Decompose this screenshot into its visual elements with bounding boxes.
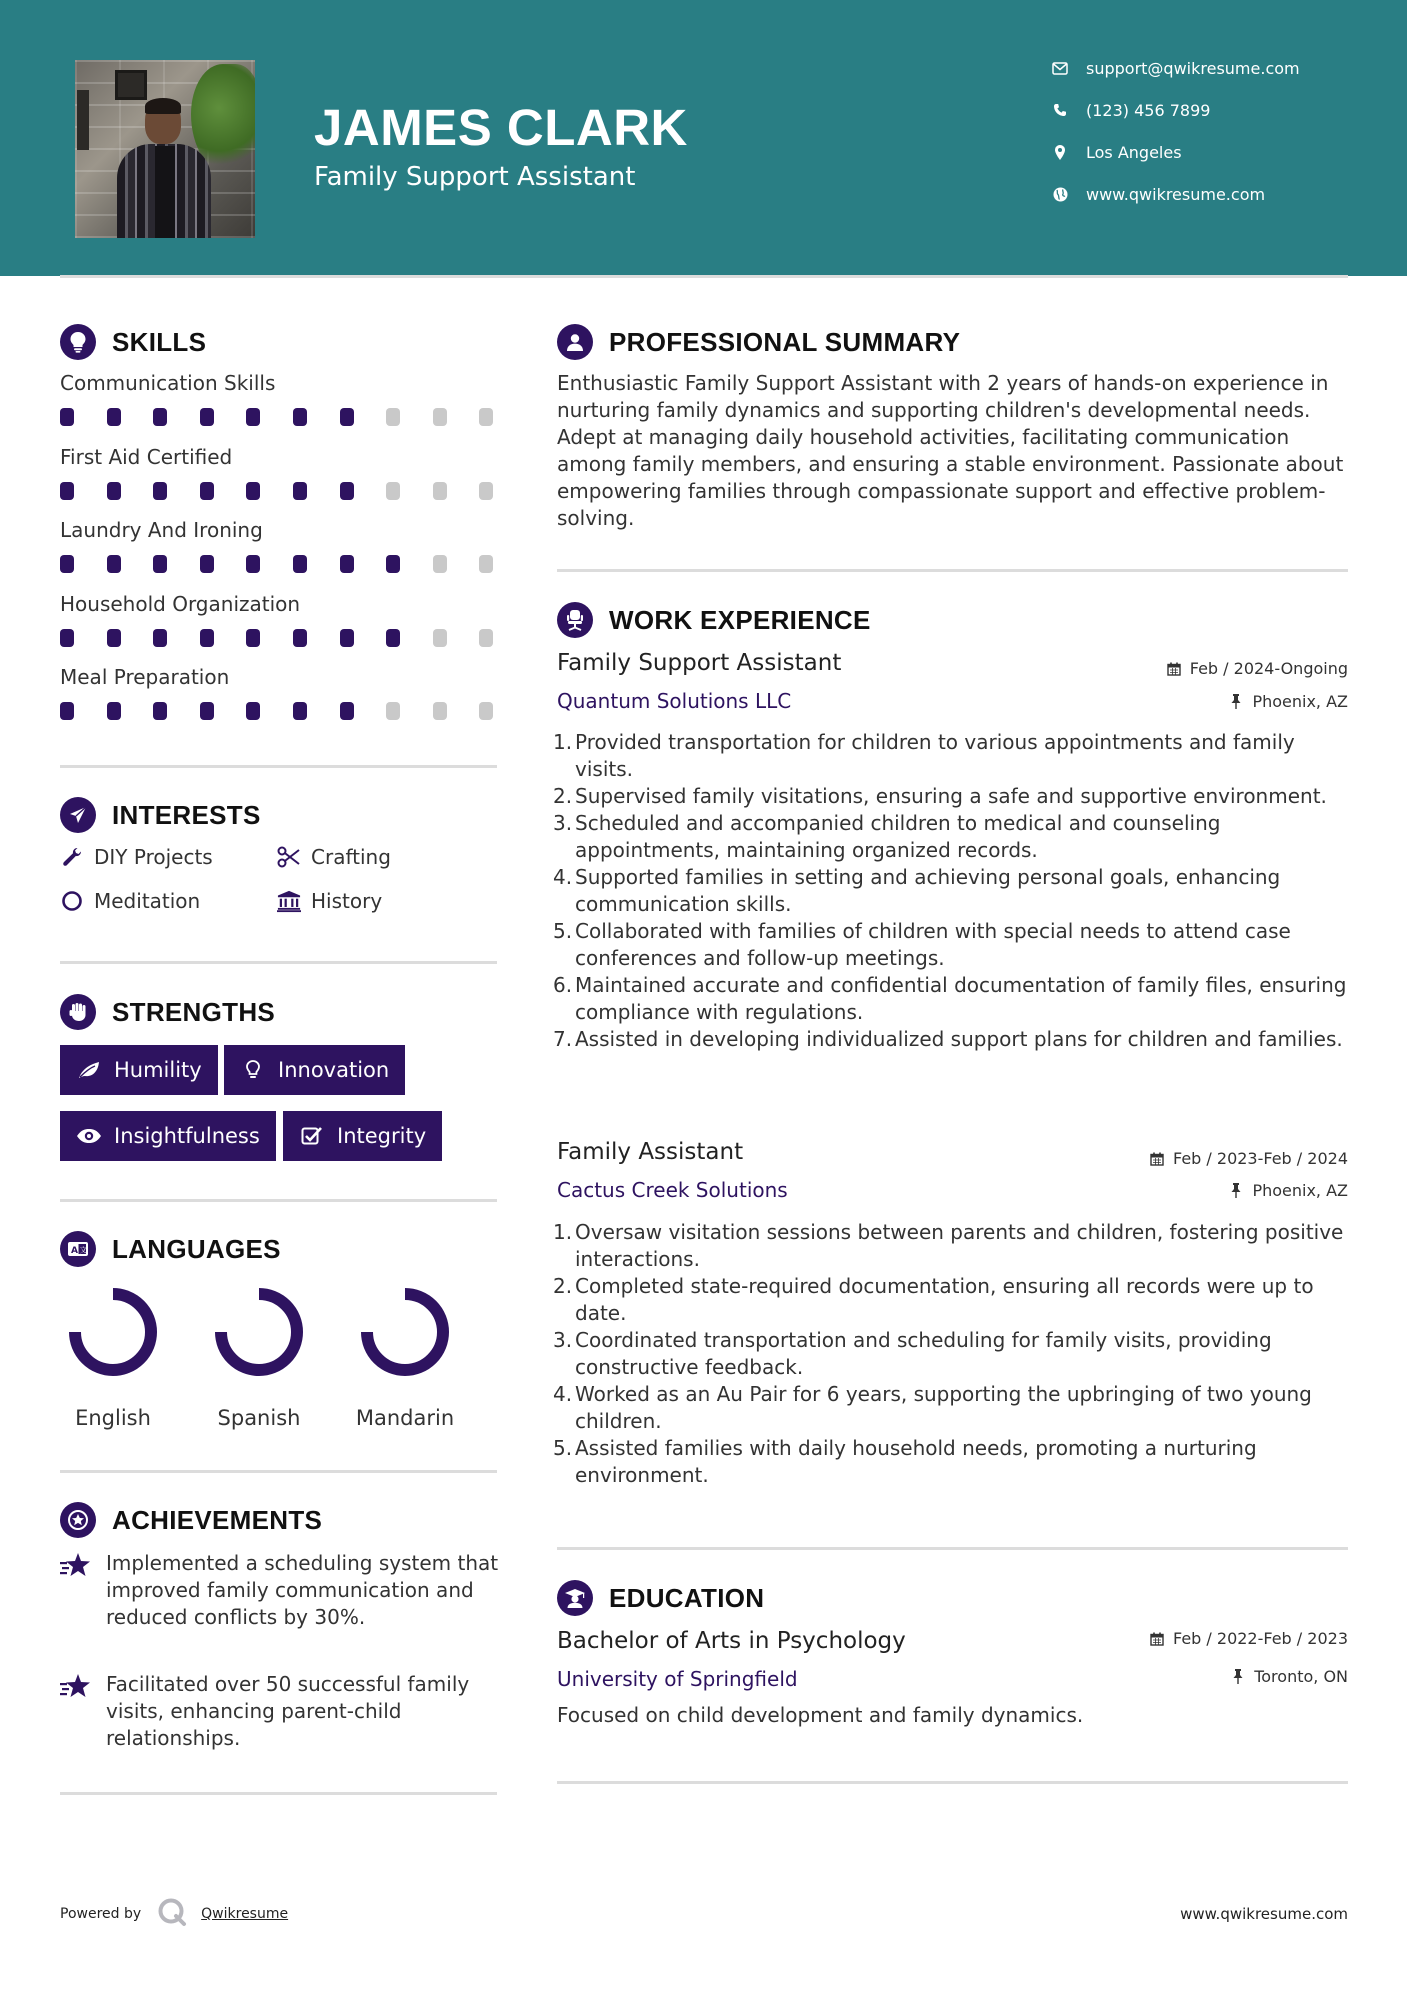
interest-item <box>60 845 213 869</box>
skill-dot-filled <box>60 482 74 500</box>
job-dates-text: Feb / 2024-Ongoing <box>1189 659 1348 678</box>
skill-dot-filled <box>60 555 74 573</box>
language-name: Mandarin <box>355 1406 455 1430</box>
svg-text:A: A <box>71 1246 78 1256</box>
phone-icon <box>1050 100 1070 120</box>
check-square-icon <box>299 1125 325 1147</box>
skill-dot-filled <box>107 482 121 500</box>
profile-photo <box>75 60 255 238</box>
interest-item <box>277 845 391 869</box>
skill-name: Laundry And Ironing <box>60 518 263 542</box>
list-number: 5. <box>553 919 573 943</box>
responsibility-item <box>553 1381 1357 1435</box>
pushpin-icon <box>1229 694 1243 709</box>
strength-tag <box>60 1045 218 1095</box>
skill-dot-filled <box>340 482 354 500</box>
list-number: 1. <box>553 730 573 754</box>
responsibility-text: Completed state-required documentation, ensuring all records were up to date. <box>575 1274 1314 1325</box>
skill-dot-filled <box>340 408 354 426</box>
list-number: 4. <box>553 1382 573 1406</box>
achievement-item <box>60 1550 500 1631</box>
skill-dot-filled <box>246 629 260 647</box>
list-number: 3. <box>553 1328 573 1352</box>
responsibility-item <box>553 972 1357 1026</box>
skill-dot-filled <box>340 555 354 573</box>
responsibility-item <box>553 918 1357 972</box>
star-icon <box>60 1673 92 1699</box>
language-level-ring <box>357 1284 453 1380</box>
summary-heading: PROFESSIONAL SUMMARY <box>609 326 961 357</box>
paper-plane-icon <box>60 797 96 833</box>
languages-section <box>60 1231 281 1267</box>
responsibility-item <box>553 1435 1357 1489</box>
interest-label: History <box>311 889 383 913</box>
resume-header <box>0 0 1407 276</box>
list-number: 4. <box>553 865 573 889</box>
achievements-section <box>60 1502 322 1538</box>
skill-level-meter <box>60 408 526 426</box>
responsibility-text: Assisted in developing individualized support plans for children and families. <box>575 1027 1343 1051</box>
job-dates-text: Feb / 2023-Feb / 2024 <box>1173 1149 1348 1168</box>
envelope-icon <box>1050 58 1070 78</box>
strengths-heading: STRENGTHS <box>112 996 276 1027</box>
interests-section <box>60 797 261 833</box>
language-level-ring <box>65 1284 161 1380</box>
languages-heading: LANGUAGES <box>112 1233 281 1264</box>
footer-website[interactable]: www.qwikresume.com <box>1180 1905 1348 1923</box>
qwikresume-link[interactable]: Qwikresume <box>201 1906 289 1922</box>
contact-website[interactable] <box>1050 184 1265 204</box>
skill-name: Household Organization <box>60 591 301 616</box>
skill-dot-filled <box>107 629 121 647</box>
job-location <box>1229 692 1348 711</box>
skill-dot-filled <box>60 702 74 720</box>
summary-text: Enthusiastic Family Support Assistant with 2 years of hands-on experience in nurturing family dynamics and supporting children's developmental needs. Adept at managing daily household activities, facilitating communication among family members, and ensuring a stable environment. Passionate about empowering families through compassionate support and effective problem-solving. <box>557 371 1344 530</box>
section-divider <box>557 1547 1348 1550</box>
skill-name: Communication Skills <box>60 371 276 395</box>
skill-dot-filled <box>246 408 260 426</box>
strength-tag <box>224 1045 405 1095</box>
skill-dot-empty <box>479 555 493 573</box>
contact-location-text: Los Angeles <box>1086 142 1182 162</box>
skill-dot-filled <box>340 702 354 720</box>
responsibility-text: Assisted families with daily household needs, promoting a nurturing environment. <box>575 1436 1257 1487</box>
responsibility-text: Scheduled and accompanied children to medical and counseling appointments, maintaining organized records. <box>575 811 1221 862</box>
responsibility-item <box>553 1327 1357 1381</box>
skill-dot-filled <box>107 702 121 720</box>
job-location <box>1229 1181 1348 1200</box>
lightbulb-icon <box>60 324 96 360</box>
contact-email-text: support@qwikresume.com <box>1086 58 1300 78</box>
language-level-ring <box>211 1284 307 1380</box>
responsibility-item <box>553 1273 1357 1327</box>
skill-dot-filled <box>386 629 400 647</box>
skill-dot-filled <box>246 555 260 573</box>
contact-website-text: www.qwikresume.com <box>1086 184 1266 204</box>
contact-location <box>1050 142 1182 162</box>
skill-dot-filled <box>246 702 260 720</box>
skill-dot-empty <box>433 702 447 720</box>
language-item <box>48 1284 178 1430</box>
candidate-name: JAMES CLARK <box>314 99 688 156</box>
responsibility-text: Provided transportation for children to various appointments and family visits. <box>575 730 1295 781</box>
education-section <box>557 1580 764 1616</box>
pushpin-icon <box>1231 1669 1245 1684</box>
company-name: Cactus Creek Solutions <box>557 1178 788 1202</box>
skill-dot-filled <box>107 408 121 426</box>
job-responsibilities <box>553 1219 1357 1489</box>
user-icon <box>557 324 593 360</box>
footer-powered-by <box>60 1897 288 1931</box>
job-title: Family Assistant <box>557 1139 744 1165</box>
list-number: 1. <box>553 1220 573 1244</box>
job-location-text: Phoenix, AZ <box>1252 1181 1348 1200</box>
office-chair-icon <box>557 602 593 638</box>
section-divider <box>60 1470 497 1473</box>
contact-phone[interactable] <box>1050 100 1210 120</box>
leaf-icon <box>76 1059 102 1081</box>
skill-dot-empty <box>386 408 400 426</box>
responsibility-item <box>553 1219 1357 1273</box>
responsibility-text: Oversaw visitation sessions between parents and children, fostering positive interactions. <box>575 1220 1344 1271</box>
job-title: Family Support Assistant <box>557 650 842 676</box>
interest-label: Meditation <box>94 889 201 913</box>
strength-label: Innovation <box>278 1058 390 1082</box>
skill-dot-filled <box>386 555 400 573</box>
skill-dot-empty <box>386 482 400 500</box>
strength-tag <box>283 1111 442 1161</box>
skill-dot-filled <box>60 629 74 647</box>
skill-dot-empty <box>479 482 493 500</box>
skill-dot-empty <box>479 408 493 426</box>
skill-dot-empty <box>433 555 447 573</box>
skill-dot-filled <box>200 482 214 500</box>
school-name: University of Springfield <box>557 1667 798 1691</box>
contact-phone-text: (123) 456 7899 <box>1086 100 1211 120</box>
skill-dot-filled <box>293 408 307 426</box>
skill-level-meter <box>60 555 526 573</box>
education-description: Focused on child development and family dynamics. <box>557 1703 1084 1727</box>
skill-dot-filled <box>293 555 307 573</box>
svg-text:文: 文 <box>79 1245 88 1255</box>
candidate-title: Family Support Assistant <box>314 162 636 192</box>
star-icon <box>60 1552 92 1578</box>
skill-dot-filled <box>200 555 214 573</box>
education-dates-text: Feb / 2022-Feb / 2023 <box>1173 1629 1348 1648</box>
skill-dot-filled <box>153 482 167 500</box>
section-divider <box>557 569 1348 572</box>
skill-name: First Aid Certified <box>60 444 233 469</box>
skill-dot-filled <box>293 702 307 720</box>
list-number: 5. <box>553 1436 573 1460</box>
job-location-text: Phoenix, AZ <box>1252 692 1348 711</box>
qwikresume-logo-icon <box>157 1897 187 1931</box>
skill-dot-filled <box>340 629 354 647</box>
job-responsibilities <box>553 729 1357 1053</box>
raised-fist-icon <box>60 994 96 1030</box>
calendar-icon <box>1150 1631 1164 1646</box>
responsibility-text: Collaborated with families of children with special needs to attend case conferences and follow-up meetings. <box>575 919 1291 970</box>
skill-dot-empty <box>479 702 493 720</box>
header-divider <box>60 275 1348 278</box>
skill-dot-empty <box>386 702 400 720</box>
skill-name: Meal Preparation <box>60 665 230 689</box>
responsibility-text: Supported families in setting and achieving personal goals, enhancing communication skills. <box>575 865 1281 916</box>
responsibility-item <box>553 729 1357 783</box>
education-location-text: Toronto, ON <box>1254 1667 1348 1686</box>
skill-dot-empty <box>433 482 447 500</box>
section-divider <box>557 1781 1348 1784</box>
list-number: 6. <box>553 973 573 997</box>
strength-tag <box>60 1111 276 1161</box>
degree-title: Bachelor of Arts in Psychology <box>557 1628 906 1654</box>
section-divider <box>60 765 497 768</box>
skills-heading: SKILLS <box>112 326 207 357</box>
strength-label: Insightfulness <box>114 1124 260 1148</box>
interests-heading: INTERESTS <box>112 799 261 830</box>
list-number: 2. <box>553 1274 573 1298</box>
powered-by-label: Powered by <box>60 1906 142 1922</box>
responsibility-item <box>553 783 1357 810</box>
skill-dot-empty <box>433 629 447 647</box>
language-name: Spanish <box>217 1406 301 1430</box>
responsibility-item <box>553 864 1357 918</box>
globe-icon <box>1050 184 1070 204</box>
company-name: Quantum Solutions LLC <box>557 689 792 713</box>
achievement-text: Implemented a scheduling system that improved family communication and reduced conflicts by 30%. <box>106 1551 499 1629</box>
circle-icon <box>60 889 84 913</box>
interest-item <box>60 889 200 913</box>
museum-icon <box>277 889 301 913</box>
calendar-icon <box>1167 661 1181 676</box>
skill-dot-filled <box>153 555 167 573</box>
skill-dot-filled <box>293 482 307 500</box>
skill-dot-filled <box>153 408 167 426</box>
pushpin-icon <box>1229 1183 1243 1198</box>
list-number: 2. <box>553 784 573 808</box>
achievement-item <box>60 1671 500 1752</box>
achievement-text: Facilitated over 50 successful family visits, enhancing parent-child relationships. <box>106 1672 470 1750</box>
skill-level-meter <box>60 702 526 720</box>
skill-level-meter <box>60 482 526 500</box>
skill-dot-filled <box>107 555 121 573</box>
list-number: 7. <box>553 1027 573 1051</box>
section-divider <box>60 1199 497 1202</box>
contact-email[interactable] <box>1050 58 1300 78</box>
map-pin-icon <box>1050 142 1070 162</box>
language-item <box>194 1284 324 1430</box>
calendar-icon <box>1150 1151 1164 1166</box>
skill-dot-empty <box>433 408 447 426</box>
interest-item <box>277 889 382 913</box>
job-dates <box>1150 1149 1348 1168</box>
responsibility-text: Worked as an Au Pair for 6 years, supporting the upbringing of two young children. <box>575 1382 1312 1433</box>
achievements-heading: ACHIEVEMENTS <box>112 1504 323 1535</box>
skill-dot-filled <box>60 408 74 426</box>
skill-level-meter <box>60 629 526 647</box>
education-heading: EDUCATION <box>609 1582 765 1613</box>
skill-dot-filled <box>153 629 167 647</box>
language-name: English <box>75 1406 151 1430</box>
skill-dot-filled <box>200 408 214 426</box>
responsibility-text: Maintained accurate and confidential documentation of family files, ensuring compliance with regulations. <box>575 973 1347 1024</box>
strength-label: Humility <box>114 1058 202 1082</box>
education-location <box>1231 1667 1348 1686</box>
lightbulb-icon <box>240 1059 266 1081</box>
list-number: 3. <box>553 811 573 835</box>
graduate-icon <box>557 1580 593 1616</box>
summary-section <box>557 324 960 360</box>
skill-dot-filled <box>200 702 214 720</box>
skill-dot-filled <box>200 629 214 647</box>
responsibility-text: Coordinated transportation and scheduling for family visits, providing constructive feedback. <box>575 1328 1272 1379</box>
section-divider <box>60 961 497 964</box>
experience-heading: WORK EXPERIENCE <box>609 604 871 635</box>
scissors-icon <box>277 845 301 869</box>
education-dates <box>1150 1629 1348 1648</box>
strengths-section <box>60 994 275 1030</box>
star-badge-icon <box>60 1502 96 1538</box>
language-icon <box>60 1231 96 1267</box>
skill-dot-empty <box>479 629 493 647</box>
language-item <box>340 1284 470 1430</box>
section-divider <box>60 1792 497 1795</box>
job-dates <box>1167 659 1348 678</box>
skill-dot-filled <box>246 482 260 500</box>
eye-icon <box>76 1125 102 1147</box>
responsibility-text: Supervised family visitations, ensuring a safe and supportive environment. <box>575 784 1327 808</box>
skills-section <box>60 324 206 360</box>
experience-section <box>557 602 871 638</box>
skill-dot-filled <box>153 702 167 720</box>
strength-label: Integrity <box>337 1124 427 1148</box>
interest-label: DIY Projects <box>94 845 213 869</box>
responsibility-item <box>553 810 1357 864</box>
wrench-icon <box>60 845 84 869</box>
interest-label: Crafting <box>311 845 391 869</box>
responsibility-item <box>553 1026 1357 1053</box>
skill-dot-filled <box>293 629 307 647</box>
